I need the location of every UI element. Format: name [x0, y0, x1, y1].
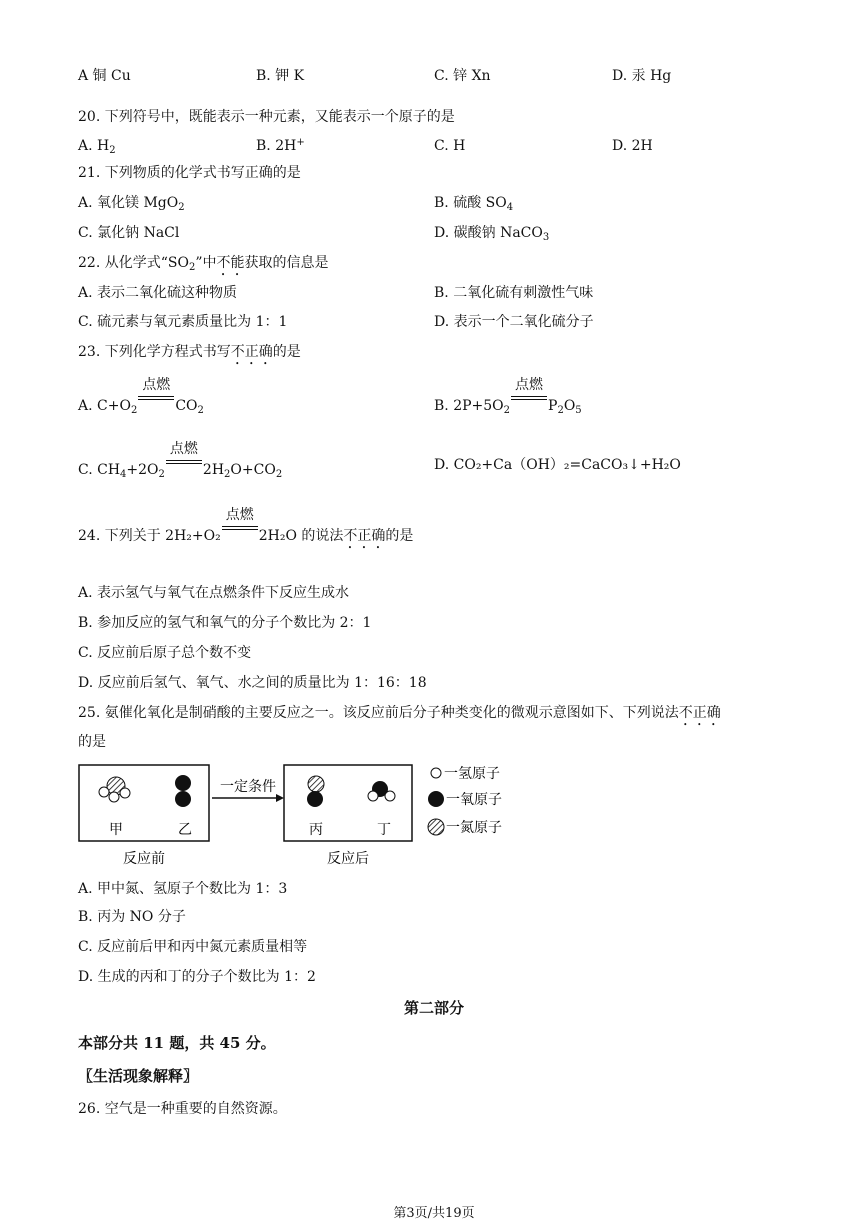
- option-d: D. CO₂+Ca（OH）₂=CaCO₃↓+H₂O: [434, 457, 681, 473]
- option-b: B. 二氧化硫有刺激性气味: [434, 285, 594, 301]
- label-bing: 丙: [309, 822, 323, 838]
- option-d: D. 汞 Hg: [612, 68, 672, 84]
- option-d: D. 表示一个二氧化硫分子: [434, 314, 594, 330]
- section-title: 第二部分: [403, 999, 464, 1017]
- label-jia: 甲: [109, 822, 123, 838]
- option-b: B. 丙为 NO 分子: [78, 909, 186, 925]
- reaction-condition: 点燃: [166, 456, 202, 474]
- option-b: B. 2H+: [256, 137, 305, 154]
- legend-oxygen: 一氧原子: [446, 792, 502, 808]
- question-stem: 23. 下列化学方程式书写不正确的是: [78, 344, 301, 360]
- option-b: B. 钾 K: [256, 68, 305, 84]
- legend-hydrogen: 一氢原子: [444, 766, 500, 782]
- section-heading: 〖生活现象解释〗: [78, 1067, 199, 1085]
- legend: [428, 766, 502, 836]
- option-a: A. $C+O_2$ 点燃 $CO_2$: [78, 377, 204, 416]
- option-c: C. 反应前后原子总个数不变: [78, 645, 252, 661]
- option-c: C. H: [434, 138, 466, 154]
- reaction-condition: 点燃: [138, 392, 174, 410]
- option-c: C. $CH_4+2O_2$ 点燃 $2H_2O+CO_2$: [78, 441, 283, 480]
- option-c: C. 氯化钠 NaCl: [78, 225, 180, 241]
- question-stem: 22. 从化学式“$SO_2$”中不能获取的信息是: [78, 255, 329, 273]
- question-stem: 24. 下列关于 2H₂+O₂ 点燃 2H₂O 的说法不正确的是: [78, 507, 414, 544]
- caption-before: 反应前: [123, 851, 165, 867]
- question-stem: 21. 下列物质的化学式书写正确的是: [78, 165, 301, 181]
- option-d: D. 碳酸钠 NaCO$_3$: [434, 225, 550, 243]
- option-d: D. 生成的丙和丁的分子个数比为 1：2: [78, 969, 316, 985]
- label-yi: 乙: [178, 822, 192, 838]
- section-intro: 本部分共 11 题，共 45 分。: [78, 1034, 276, 1052]
- option-a: A. $H_2$: [78, 138, 116, 156]
- question-stem: 25. 氨催化氧化是制硝酸的主要反应之一。该反应前后分子种类变化的微观示意图如下、下列说法不正确: [78, 705, 721, 721]
- option-d: D. 2H: [612, 138, 653, 154]
- option-b: B. 硫酸 $SO_4$: [434, 195, 514, 213]
- option-d: D. 反应前后氢气、氧气、水之间的质量比为 1：16：18: [78, 675, 427, 691]
- option-a: A. 表示二氧化硫这种物质: [78, 285, 238, 301]
- option-a: A. 甲中氮、氢原子个数比为 1：3: [78, 881, 288, 897]
- legend-nitrogen: 一氮原子: [446, 820, 502, 836]
- reaction-condition: 点燃: [511, 392, 547, 410]
- legend-oxygen-marker: [428, 791, 444, 807]
- label-ding: 丁: [377, 822, 391, 838]
- option-a: A. 表示氢气与氧气在点燃条件下反应生成水: [78, 585, 350, 601]
- caption-after: 反应后: [327, 851, 369, 867]
- option-a: A 铜 Cu: [78, 68, 131, 84]
- legend-hydrogen-marker: [431, 768, 441, 778]
- question-stem: 26. 空气是一种重要的自然资源。: [78, 1101, 287, 1117]
- question-stem: 20. 下列符号中，既能表示一种元素，又能表示一个原子的是: [78, 109, 455, 125]
- reaction-diagram: [78, 764, 538, 872]
- option-a: A. 氧化镁 MgO$_2$: [78, 195, 185, 213]
- page-footer: 第3页/共19页: [393, 1206, 475, 1221]
- reaction-after-box: [284, 765, 412, 841]
- option-c: C. 硫元素与氧元素质量比为 1：1: [78, 314, 288, 330]
- option-c: C. 反应前后甲和丙中氮元素质量相等: [78, 939, 308, 955]
- arrow-label: 一定条件: [220, 779, 276, 795]
- legend-nitrogen-marker: [428, 819, 444, 835]
- question-stem-continued: 的是: [78, 734, 106, 750]
- option-c: C. 锌 Xn: [434, 68, 491, 84]
- option-b: B. 参加反应的氢气和氧气的分子个数比为 2：1: [78, 615, 372, 631]
- option-b: B. $2P+5O_2$ 点燃 $P_2O_5$: [434, 377, 582, 416]
- reaction-condition: 点燃: [222, 522, 258, 540]
